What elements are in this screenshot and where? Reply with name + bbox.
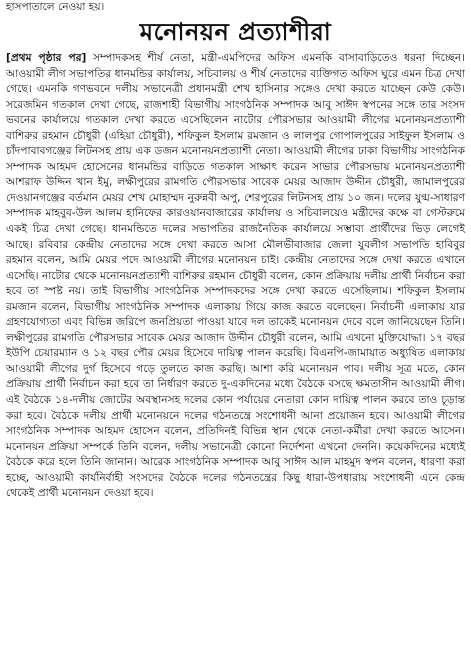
article-body-text: সম্পাদকসহ শীর্ষ নেতা, মন্ত্রী-এমপিদের অফিস এমনকি বাসাবাড়িতেও ধরনা দিচ্ছেন। আওয়ামী লীগ সভাপতির ধানমন্ডির কার্যালয়, সচিবালয় ও শীর্ষ নেতাদের ব্যক্তিগত অফিস ঘুরে এমন চিত্র দেখা গেছে। এমনকি গণভবনে দলীয় সভানেত্রী প্রধানমন্ত্রী শেখ হাসিনার সঙ্গেও দেখা করতে যাচ্ছেন কেউ কেউ। সরেজমিন গতকাল দেখা গেছে, রাজশাহী বিভাগীয় সাংগঠনিক সম্পাদক আবু সাঈদ স্বপনের সঙ্গে তার সংসদ ভবনের কার্যালয়ে গতকাল দেখা করতে এসেছিলেন নাটোর পৌরসভার আওয়ামী লীগের মনোনয়নপ্রত্যাশী বাশিরুর রহমান চৌধুরী (এহিয়া চৌধুরী), শফিকুল ইসলাম রমজান ও লালপুর গোপালপুরের সাইফুল ইসলাম ও চাঁদপাবাবগঞ্জের লিটনসহ প্রায় এক ডজন মনোনয়নপ্রত্যাশী নেতা। আওয়ামী লীগের ঢাকা বিভাগীয় সাংগঠনিক সম্পাদক আহমদ হোসেনের ধানমন্ডির বাড়িতে গতকাল সাক্ষাৎ করেন সাভার পৌরসভায় মনোনয়নপ্রত্যাশী আশরাফ উদ্দিন খান ইমু, লক্ষীপুরের রামগতি পৌরসভার সাবেক মেয়র আজাদ উদ্দীন চৌধুরী, জামালপুরের দেওয়ানগঞ্জের বর্তমান মেয়র শেখ মোহাম্মদ নুরুন্নবী অপু, শেরপুরের লিটনসহ প্রায় ১০ জন। দলের যুগ্ম-সাধারণ সম্পাদক মাহবুব-উল আলম হানিফের কারওয়ানবাজারের কার্যালয় ও সচিবালয়েও মন্ত্রীদের কক্ষে বা গেস্টরুমে একই চিত্র দেখা গেছে। ধানমন্ডিতে দলের সভাপতির রাজনৈতিক কার্যালয়ে সম্ভাব্য প্রার্থীদের ভিড় লেগেই আছে। রবিবার কেন্দ্রীয় নেতাদের সঙ্গে দেখা করতে আসা মৌলভীবাজার জেলা যুবলীগ সভাপতি হাবিবুর রহমান বলেন, আমি মেয়র পদে আওয়ামী লীগের মনোনয়ন চাই। কেন্দ্রীয় নেতাদের সঙ্গে দেখা করতে এখানে এসেছি। নাটোর থেকে মনোনয়নপ্রত্যাশী বাশিরুর রহমান চৌধুরী বলেন, কোন প্রক্রিয়ায় দলীয় প্রার্থী নির্বাচন করা হবে তা স্পষ্ট নয়। তাই বিভাগীয় সাংগঠনিক সম্পাদকদের সঙ্গে দেখা করতে এসেছিলাম। শফিকুল ইসলাম রমজান বলেন, বিভাগীয় সাংগঠনিক সম্পাদক এলাকায় গিয়ে কাজ করতে বলেছেন। নির্বাচনী এলাকায় যার গ্রহণযোগ্যতা এবং বিভিন্ন জরিপে জনপ্রিয়তা পাওয়া যাবে দল তাকেই মনোনয়ন দেবে বলে জানিয়েছেন তিনি। লক্ষীপুরের রামগতি পৌরসভার সাবেক মেয়র আজাদ উদ্দীন চৌধুরী বলেন, আমি এখনো মুক্তিযোদ্ধা। ১৭ বছর ইউপি চেয়ারম্যান ও ১২ বছর পৌর মেয়র হিসেবে দায়িত্ব পালন করেছি। বিএনপি-জামায়াত অধ্যুষিত এলাকায় আওয়ামী লীগের দুর্গ হিসেবে গড়ে তুলতে কাজ করছি। আশা করি মনোনয়ন পাব। দলীয় সূত্র মতে, কোন প্রক্রিয়ায় প্রার্থী নির্বাচন করা হবে তা নির্ধারণ করতে দু-একদিনের মধ্যে বৈঠকে বসছে ক্ষমতাসীন আওয়ামী লীগ। এই বৈঠকে ১৪-দলীয় জোটের অবস্থানসহ দলের কোন পর্যায়ের নেতারা কোন দায়িত্ব পালন করবে তাও চূড়ান্ত করা হবে। বৈঠকে দলীয় প্রার্থী মনোনয়নে দলের গঠনতন্ত্রে সংশোধনী আনা প্রয়োজন হবে। আওয়ামী লীগের সাংগঠনিক সম্পাদক আহমদ হোসেন বলেন, প্রতিদিনই বিভিন্ন স্থান থেকে নেতা-কর্মীরা দেখা করতে আসেন। মনোনয়ন প্রক্রিয়া সম্পর্কে তিনি বলেন, দলীয় সভানেত্রী কোনো নির্দেশনা এখনো দেননি। কয়েকদিনের মধ্যেই বৈঠকে করে হলে তিনি জানান। আরেক সাংগঠনিক সম্পাদক আবু সাঈদ আল মাহমুদ স্বপন বলেন, ধারণা করা হচ্ছে, আওয়ামী কার্যনির্বাহী সংসদের বৈঠকে দলের গঠনতন্ত্রের কিছু ধারা-উপধারায় সংশোধনী এনে কেন্দ্র থেকেই প্রার্থী মনোনয়ন দেওয়া হবে। (6, 52, 465, 500)
continued-from-front-page-tag: [প্রথম পৃষ্ঠার পর] (6, 52, 87, 64)
article-headline: মনোনয়ন প্রত্যাশীরা (139, 17, 332, 46)
previous-article-tail: হাসপাতালে নেওয়া হয়। (6, 1, 105, 13)
article-body (6, 51, 465, 502)
